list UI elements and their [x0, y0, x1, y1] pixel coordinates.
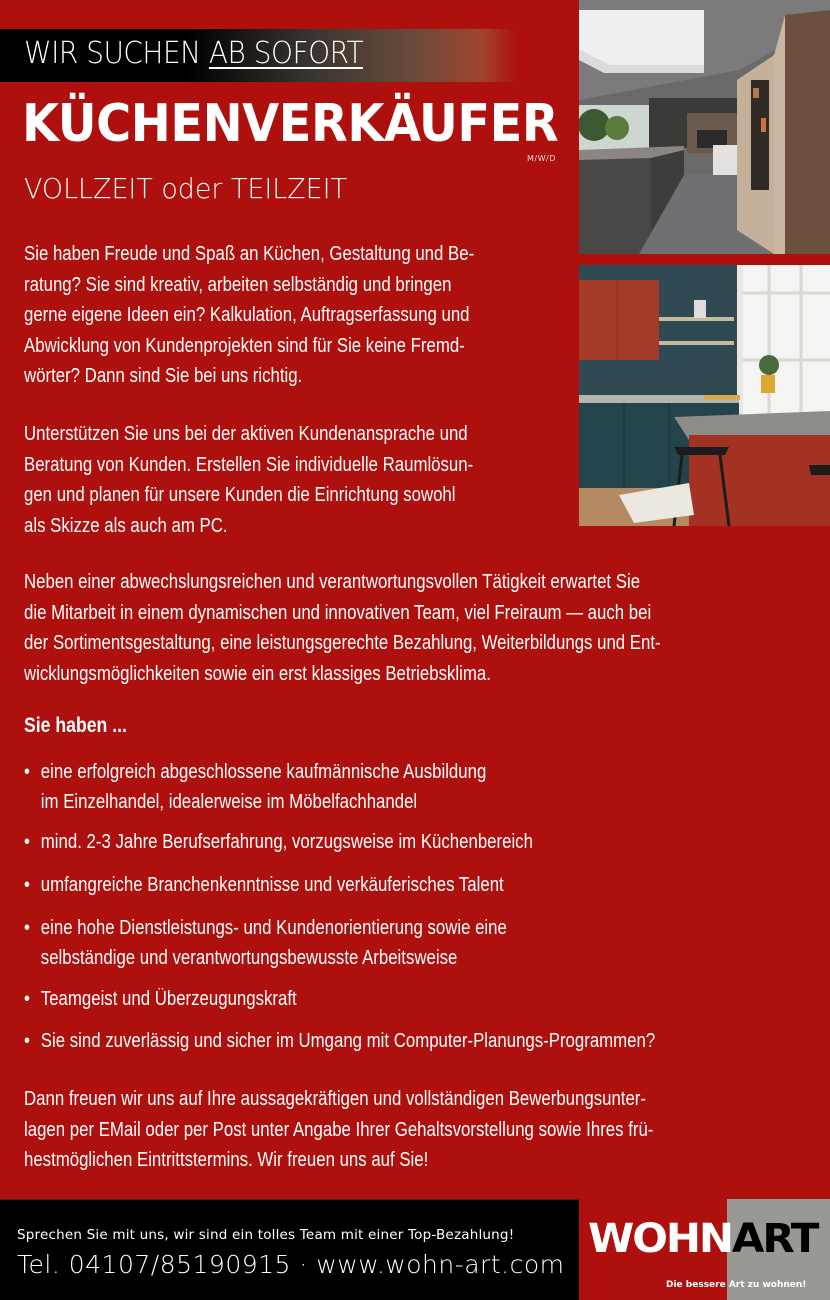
- list-item: [24, 913, 507, 973]
- text-line: Beratung von Kunden. Erstellen Sie individuelle Raumlösun-: [24, 453, 474, 476]
- text-line: Abwicklung von Kundenprojekten sind für Sie keine Fremd-: [24, 334, 465, 357]
- job-title: KÜCHENVERKÄUFER: [22, 94, 559, 154]
- bullet-icon: •: [24, 874, 30, 896]
- list-item: [24, 757, 486, 817]
- bullet-icon: •: [24, 988, 30, 1010]
- text-line: Sie haben Freude und Spaß an Küchen, Gestaltung und Be-: [24, 243, 475, 265]
- phone-link[interactable]: Tel. 04107/85190915: [17, 1250, 291, 1279]
- tasks-paragraph: [24, 419, 473, 541]
- intro-paragraph: [24, 239, 474, 392]
- text-line: wicklungsmöglichkeiten sowie ein erst klassiges Betriebsklima.: [24, 662, 491, 685]
- logo-slogan: Die bessere Art zu wohnen!: [666, 1280, 807, 1290]
- list-item-text: eine hohe Dienstleistungs- und Kundenorientierung sowie eine: [40, 917, 507, 939]
- banner-text: [24, 36, 363, 71]
- list-item-text: eine erfolgreich abgeschlossene kaufmännische Ausbildung: [40, 761, 487, 783]
- contact-footer: [0, 1199, 579, 1300]
- text-line: hestmöglichen Eintrittstermins. Wir freuen uns auf Sie!: [24, 1149, 429, 1171]
- logo-part-wohn: WOHN: [588, 1216, 732, 1262]
- bullet-icon: •: [24, 1030, 30, 1052]
- text-line: lagen per EMail oder per Post unter Angabe Ihrer Gehaltsvorstellung sowie Ihres frü-: [24, 1118, 654, 1141]
- list-item-text: Teamgeist und Überzeugungskraft: [40, 988, 297, 1010]
- footer-contact: [17, 1250, 564, 1279]
- bullet-icon: •: [24, 761, 30, 783]
- kitchen-photo-red-teal: [579, 265, 830, 526]
- closing-paragraph: [24, 1084, 653, 1176]
- website-link[interactable]: www.wohn-art.com: [316, 1250, 565, 1279]
- kitchen-photo-2-icon: [579, 265, 830, 526]
- banner-text-prefix: WIR SUCHEN: [24, 36, 209, 71]
- wohnart-logo[interactable]: [579, 1199, 830, 1300]
- text-line: als Skizze als auch am PC.: [24, 514, 228, 537]
- footer-tagline: Sprechen Sie mit uns, wir sind ein tolles Team mit einer Top-Bezahlung!: [17, 1227, 515, 1243]
- text-line: Unterstützen Sie uns bei der aktiven Kundenansprache und: [24, 423, 468, 445]
- text-line: gen und planen für unsere Kunden die Einrichtung sowohl: [24, 484, 456, 506]
- text-line: Dann freuen wir uns auf Ihre aussagekräftigen und vollständigen Bewerbungsunter-: [24, 1088, 646, 1110]
- text-line: ratung? Sie sind kreativ, arbeiten selbständig und bringen: [24, 273, 452, 296]
- list-item: [24, 870, 504, 900]
- banner-text-underlined: AB SOFORT: [208, 36, 364, 71]
- logo-part-art: ART: [731, 1216, 818, 1262]
- list-item-text: Sie sind zuverlässig und sicher im Umgang mit Computer-Planungs-Programmen?: [40, 1030, 656, 1052]
- kitchen-photo-modern-grey: [579, 0, 830, 254]
- bullet-icon: •: [24, 831, 30, 853]
- requirements-heading: Sie haben ...: [24, 714, 127, 737]
- list-item: [24, 1026, 655, 1056]
- list-item: [24, 984, 297, 1014]
- text-line: wörter? Dann sind Sie bei uns richtig.: [24, 365, 303, 387]
- list-item-text: mind. 2-3 Jahre Berufserfahrung, vorzugsweise im Küchenbereich: [40, 831, 533, 853]
- text-line: Neben einer abwechslungsreichen und verantwortungsvollen Tätigkeit erwartet Sie: [24, 571, 641, 593]
- list-item-text: umfangreiche Branchenkenntnisse und verkäuferisches Talent: [40, 874, 504, 896]
- text-line: die Mitarbeit in einem dynamischen und innovativen Team, viel Freiraum — auch bei: [24, 601, 652, 624]
- gender-note: M/W/D: [527, 154, 556, 163]
- bullet-icon: •: [24, 917, 30, 939]
- text-line: gerne eigene Ideen ein? Kalkulation, Auftragserfassung und: [24, 304, 470, 326]
- kitchen-photo-1-icon: [579, 0, 830, 254]
- offer-paragraph: [24, 567, 661, 689]
- list-item-text: im Einzelhandel, idealerweise im Möbelfachhandel: [40, 791, 418, 813]
- employment-type: VOLLZEIT oder TEILZEIT: [24, 172, 348, 205]
- logo-wordmark: [588, 1216, 818, 1262]
- list-item: [24, 827, 533, 857]
- text-line: der Sortimentsgestaltung, eine leistungsgerechte Bezahlung, Weiterbildungs und Ent-: [24, 632, 661, 654]
- separator: ·: [290, 1250, 317, 1279]
- list-item-text: selbständige und verantwortungsbewusste Arbeitsweise: [40, 947, 458, 969]
